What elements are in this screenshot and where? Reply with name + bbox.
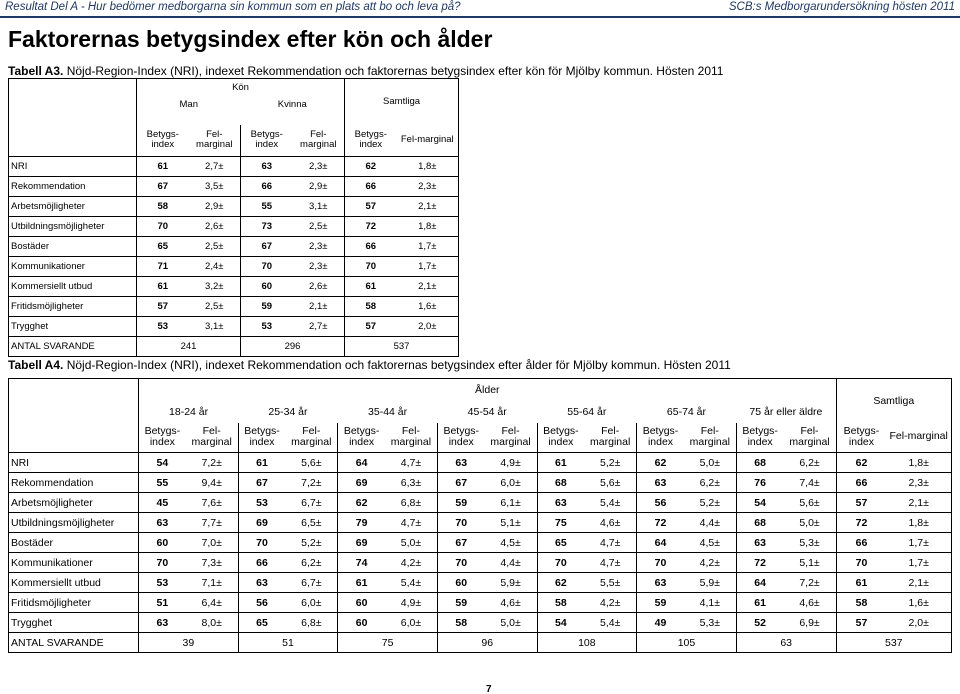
margin-value: 5,0± — [684, 453, 736, 473]
margin-value: 6,1± — [485, 493, 537, 513]
index-value: 57 — [836, 493, 886, 513]
index-value: 70 — [637, 553, 684, 573]
index-value: 53 — [139, 573, 186, 593]
index-value: 69 — [338, 473, 385, 493]
index-value: 72 — [345, 217, 397, 237]
index-value: 72 — [637, 513, 684, 533]
margin-value: 5,2± — [684, 493, 736, 513]
index-value: 68 — [736, 453, 783, 473]
margin-value: 1,7± — [886, 553, 951, 573]
index-value: 56 — [637, 493, 684, 513]
margin-value: 5,6± — [783, 493, 836, 513]
index-value: 54 — [736, 493, 783, 513]
index-value: 56 — [238, 593, 285, 613]
row-label: Bostäder — [9, 533, 139, 553]
index-value: 58 — [836, 593, 886, 613]
running-header — [0, 0, 960, 16]
margin-column-header: Fel-marginal — [300, 128, 337, 151]
table-a4-caption-text: Nöjd-Region-Index (NRI), indexet Rekommendation och faktorernas betygsindex efter ålder för Mjölby kommun. Hösten 2011 — [63, 358, 731, 372]
index-column-header: Betygs-index — [537, 423, 584, 453]
margin-value: 4,1± — [684, 593, 736, 613]
index-value: 65 — [238, 613, 285, 633]
row-label: Utbildningsmöjligheter — [9, 217, 137, 237]
margin-value: 5,6± — [285, 453, 337, 473]
table-row — [9, 493, 952, 513]
margin-value: 7,6± — [186, 493, 238, 513]
margin-value: 5,0± — [783, 513, 836, 533]
table-row — [9, 217, 459, 237]
index-value: 61 — [338, 573, 385, 593]
index-value: 59 — [437, 493, 484, 513]
table-a4-label: Tabell A4. — [8, 358, 64, 372]
margin-value: 5,5± — [584, 573, 636, 593]
page-title: Faktorernas betygsindex efter kön och ålder — [8, 26, 493, 52]
margin-value: 2,3± — [886, 473, 951, 493]
margin-value: 6,7± — [285, 573, 337, 593]
respondent-count: 108 — [537, 633, 637, 653]
index-value: 68 — [736, 513, 783, 533]
margin-value: 9,4± — [186, 473, 238, 493]
table-a3-caption-text: Nöjd-Region-Index (NRI), indexet Rekommendation och faktorernas betygsindex efter kön för Mjölby kommun. Hösten 2011 — [63, 64, 724, 78]
row-label: Kommersiellt utbud — [9, 277, 137, 297]
margin-value: 4,6± — [584, 513, 636, 533]
index-value: 60 — [338, 593, 385, 613]
row-label: Arbetsmöjligheter — [9, 197, 137, 217]
index-value: 61 — [345, 277, 397, 297]
index-value: 60 — [437, 573, 484, 593]
respondent-count: 96 — [437, 633, 537, 653]
age-group-header: 65-74 år — [666, 405, 707, 418]
index-value: 70 — [345, 257, 397, 277]
index-value: 67 — [137, 177, 189, 197]
index-value: 70 — [836, 553, 886, 573]
index-value: 70 — [241, 257, 293, 277]
index-value: 58 — [537, 593, 584, 613]
margin-value: 2,5± — [189, 237, 241, 257]
a3-subgroup-header: Man — [137, 97, 241, 113]
margin-value: 6,0± — [285, 593, 337, 613]
margin-value: 7,2± — [285, 473, 337, 493]
respondent-count: 105 — [637, 633, 737, 653]
table-row — [9, 513, 952, 533]
margin-value: 6,5± — [285, 513, 337, 533]
margin-column-header: Fel-marginal — [886, 423, 951, 453]
header-left: Resultat Del A - Hur bedömer medborgarna sin kommun som en plats att bo och leva på? — [5, 1, 461, 13]
margin-column-header: Fel-marginal — [191, 424, 232, 449]
respondent-count: 75 — [338, 633, 438, 653]
index-value: 57 — [345, 317, 397, 337]
margin-value: 2,1± — [293, 297, 345, 317]
index-value: 63 — [736, 533, 783, 553]
index-value: 60 — [338, 613, 385, 633]
index-value: 53 — [238, 493, 285, 513]
index-value: 63 — [637, 473, 684, 493]
index-value: 63 — [537, 493, 584, 513]
row-label: Kommunikationer — [9, 553, 139, 573]
index-value: 58 — [345, 297, 397, 317]
index-column-header: Betygs-index — [137, 125, 189, 157]
margin-value: 4,5± — [684, 533, 736, 553]
index-value: 66 — [238, 553, 285, 573]
table-row — [9, 197, 459, 217]
table-row — [9, 453, 952, 473]
margin-value: 6,8± — [285, 613, 337, 633]
index-value: 67 — [241, 237, 293, 257]
index-value: 58 — [437, 613, 484, 633]
margin-value: 6,4± — [186, 593, 238, 613]
margin-value: 2,1± — [886, 573, 951, 593]
index-value: 76 — [736, 473, 783, 493]
index-value: 63 — [241, 157, 293, 177]
respondent-count: 51 — [238, 633, 338, 653]
index-column-header: Betygs-index — [836, 423, 886, 453]
a3-group-header: Kön — [137, 79, 345, 97]
page-number: 7 — [486, 684, 492, 694]
margin-value: 6,0± — [485, 473, 537, 493]
a4-total-header: Samtliga — [836, 379, 951, 423]
index-value: 79 — [338, 513, 385, 533]
index-column-header: Betygs-index — [238, 423, 285, 453]
index-value: 62 — [345, 157, 397, 177]
margin-value: 2,7± — [293, 317, 345, 337]
index-value: 66 — [241, 177, 293, 197]
margin-value: 7,7± — [186, 513, 238, 533]
margin-column-header: Fel-marginal — [789, 424, 830, 449]
index-value: 45 — [139, 493, 186, 513]
index-value: 55 — [139, 473, 186, 493]
index-column-header: Betygs-index — [241, 125, 293, 157]
margin-value: 6,0± — [385, 613, 437, 633]
index-value: 75 — [537, 513, 584, 533]
row-label: Utbildningsmöjligheter — [9, 513, 139, 533]
age-group-header: 45-54 år — [467, 405, 507, 418]
index-value: 62 — [637, 453, 684, 473]
count-label: ANTAL SVARANDE — [9, 633, 139, 653]
index-column-header: Betygs-index — [637, 423, 684, 453]
index-value: 70 — [537, 553, 584, 573]
row-label: Fritidsmöjligheter — [9, 297, 137, 317]
row-label: Trygghet — [9, 317, 137, 337]
margin-value: 5,0± — [485, 613, 537, 633]
margin-column-header: Fel-marginal — [590, 424, 631, 449]
header-rule — [0, 16, 960, 18]
margin-value: 6,3± — [385, 473, 437, 493]
a4-group-header: Ålder — [139, 379, 837, 401]
table-row — [9, 573, 952, 593]
table-a3-caption — [8, 64, 723, 78]
row-label: Trygghet — [9, 613, 139, 633]
index-value: 58 — [137, 197, 189, 217]
margin-value: 4,7± — [385, 453, 437, 473]
index-value: 64 — [637, 533, 684, 553]
count-row — [9, 337, 459, 357]
index-value: 66 — [836, 533, 886, 553]
margin-value: 2,3± — [397, 177, 459, 197]
margin-value: 4,7± — [584, 533, 636, 553]
table-row — [9, 533, 952, 553]
margin-value: 2,1± — [397, 277, 459, 297]
respondent-count: 537 — [836, 633, 951, 653]
index-value: 70 — [437, 553, 484, 573]
index-value: 61 — [736, 593, 783, 613]
table-row — [9, 473, 952, 493]
margin-value: 7,3± — [186, 553, 238, 573]
index-value: 59 — [437, 593, 484, 613]
index-column-header: Betygs-index — [437, 423, 484, 453]
index-column-header: Betygs-index — [345, 125, 397, 157]
index-column-header: Betygs-index — [736, 423, 783, 453]
index-value: 49 — [637, 613, 684, 633]
margin-value: 4,9± — [485, 453, 537, 473]
margin-column-header: Fel-marginal — [397, 125, 459, 157]
index-value: 72 — [836, 513, 886, 533]
margin-value: 8,0± — [186, 613, 238, 633]
index-value: 57 — [836, 613, 886, 633]
index-value: 61 — [137, 277, 189, 297]
table-row — [9, 177, 459, 197]
margin-value: 2,5± — [189, 297, 241, 317]
row-label: Kommersiellt utbud — [9, 573, 139, 593]
table-row — [9, 257, 459, 277]
header-right: SCB:s Medborgarundersökning hösten 2011 — [728, 1, 955, 13]
margin-value: 1,8± — [397, 157, 459, 177]
index-value: 63 — [437, 453, 484, 473]
margin-value: 2,3± — [293, 237, 345, 257]
index-value: 61 — [836, 573, 886, 593]
margin-value: 2,0± — [397, 317, 459, 337]
index-value: 73 — [241, 217, 293, 237]
margin-column-header: Fel-marginal — [196, 128, 233, 151]
respondent-count: 537 — [345, 337, 459, 357]
row-label: NRI — [9, 453, 139, 473]
margin-value: 5,4± — [584, 493, 636, 513]
index-value: 64 — [338, 453, 385, 473]
margin-value: 1,7± — [397, 237, 459, 257]
index-value: 60 — [241, 277, 293, 297]
margin-value: 4,2± — [584, 593, 636, 613]
index-value: 61 — [137, 157, 189, 177]
index-value: 57 — [345, 197, 397, 217]
index-value: 62 — [836, 453, 886, 473]
index-value: 51 — [139, 593, 186, 613]
margin-value: 7,0± — [186, 533, 238, 553]
margin-value: 4,9± — [385, 593, 437, 613]
index-value: 63 — [238, 573, 285, 593]
index-value: 72 — [736, 553, 783, 573]
index-value: 63 — [637, 573, 684, 593]
margin-value: 5,4± — [584, 613, 636, 633]
row-label: Bostäder — [9, 237, 137, 257]
margin-value: 4,6± — [485, 593, 537, 613]
margin-value: 4,5± — [485, 533, 537, 553]
index-value: 71 — [137, 257, 189, 277]
index-value: 74 — [338, 553, 385, 573]
margin-value: 1,7± — [886, 533, 951, 553]
respondent-count: 241 — [137, 337, 241, 357]
margin-value: 7,4± — [783, 473, 836, 493]
margin-value: 1,7± — [397, 257, 459, 277]
margin-value: 7,2± — [186, 453, 238, 473]
row-label: Kommunikationer — [9, 257, 137, 277]
respondent-count: 63 — [736, 633, 836, 653]
row-label: NRI — [9, 157, 137, 177]
margin-value: 5,2± — [584, 453, 636, 473]
margin-value: 5,1± — [783, 553, 836, 573]
count-label: ANTAL SVARANDE — [9, 337, 137, 357]
table-row — [9, 593, 952, 613]
margin-value: 3,1± — [293, 197, 345, 217]
index-value: 66 — [836, 473, 886, 493]
margin-value: 5,3± — [783, 533, 836, 553]
index-value: 63 — [139, 613, 186, 633]
margin-value: 7,2± — [783, 573, 836, 593]
margin-value: 6,9± — [783, 613, 836, 633]
count-row — [9, 633, 952, 653]
index-value: 69 — [238, 513, 285, 533]
index-value: 70 — [139, 553, 186, 573]
index-value: 54 — [537, 613, 584, 633]
margin-value: 2,1± — [886, 493, 951, 513]
index-value: 67 — [437, 473, 484, 493]
index-value: 62 — [537, 573, 584, 593]
index-column-header: Betygs-index — [139, 423, 186, 453]
index-value: 67 — [238, 473, 285, 493]
index-value: 54 — [139, 453, 186, 473]
index-value: 65 — [137, 237, 189, 257]
table-row — [9, 317, 459, 337]
index-value: 69 — [338, 533, 385, 553]
a3-total-header: Samtliga — [345, 79, 459, 125]
margin-value: 6,2± — [783, 453, 836, 473]
index-value: 68 — [537, 473, 584, 493]
index-value: 53 — [137, 317, 189, 337]
table-row — [9, 157, 459, 177]
index-value: 63 — [139, 513, 186, 533]
table-a3 — [8, 78, 459, 357]
index-value: 70 — [437, 513, 484, 533]
margin-value: 5,4± — [385, 573, 437, 593]
margin-value: 1,8± — [886, 513, 951, 533]
a3-subgroup-header: Kvinna — [277, 99, 307, 110]
respondent-count: 39 — [139, 633, 239, 653]
margin-value: 6,2± — [285, 553, 337, 573]
index-value: 60 — [139, 533, 186, 553]
margin-value: 2,1± — [397, 197, 459, 217]
margin-value: 2,4± — [189, 257, 241, 277]
index-value: 55 — [241, 197, 293, 217]
margin-value: 2,5± — [293, 217, 345, 237]
table-row — [9, 237, 459, 257]
margin-value: 4,4± — [684, 513, 736, 533]
margin-value: 2,3± — [293, 157, 345, 177]
margin-value: 5,0± — [385, 533, 437, 553]
index-value: 64 — [736, 573, 783, 593]
index-value: 59 — [241, 297, 293, 317]
margin-value: 2,9± — [189, 197, 241, 217]
margin-value: 1,8± — [886, 453, 951, 473]
margin-value: 4,4± — [485, 553, 537, 573]
table-row — [9, 553, 952, 573]
margin-value: 6,8± — [385, 493, 437, 513]
margin-value: 1,8± — [397, 217, 459, 237]
margin-value: 2,3± — [293, 257, 345, 277]
margin-value: 3,1± — [189, 317, 241, 337]
margin-column-header: Fel-marginal — [490, 424, 531, 449]
table-row — [9, 277, 459, 297]
margin-value: 4,7± — [584, 553, 636, 573]
margin-value: 5,6± — [584, 473, 636, 493]
age-group-header: 55-64 år — [567, 405, 607, 418]
margin-value: 5,1± — [485, 513, 537, 533]
margin-value: 4,6± — [783, 593, 836, 613]
margin-value: 2,9± — [293, 177, 345, 197]
row-label: Fritidsmöjligheter — [9, 593, 139, 613]
index-value: 65 — [537, 533, 584, 553]
respondent-count: 296 — [241, 337, 345, 357]
margin-value: 5,3± — [684, 613, 736, 633]
margin-value: 5,9± — [684, 573, 736, 593]
margin-value: 7,1± — [186, 573, 238, 593]
table-row — [9, 613, 952, 633]
margin-value: 6,7± — [285, 493, 337, 513]
margin-value: 1,6± — [886, 593, 951, 613]
margin-column-header: Fel-marginal — [689, 424, 730, 449]
margin-column-header: Fel-marginal — [291, 424, 332, 449]
margin-value: 5,9± — [485, 573, 537, 593]
index-value: 59 — [637, 593, 684, 613]
age-group-header: 75 år eller äldre — [749, 405, 823, 418]
table-row — [9, 297, 459, 317]
margin-value: 3,2± — [189, 277, 241, 297]
margin-value: 5,2± — [285, 533, 337, 553]
margin-value: 4,2± — [385, 553, 437, 573]
margin-value: 2,0± — [886, 613, 951, 633]
row-label: Rekommendation — [9, 177, 137, 197]
margin-value: 6,2± — [684, 473, 736, 493]
table-a3-label: Tabell A3. — [8, 64, 64, 78]
table-a4 — [8, 378, 952, 653]
margin-column-header: Fel-marginal — [390, 424, 432, 449]
age-group-header: 35-44 år — [368, 405, 408, 418]
margin-value: 4,7± — [385, 513, 437, 533]
index-value: 53 — [241, 317, 293, 337]
margin-value: 3,5± — [189, 177, 241, 197]
row-label: Arbetsmöjligheter — [9, 493, 139, 513]
table-a4-caption — [8, 358, 731, 372]
index-value: 52 — [736, 613, 783, 633]
index-value: 57 — [137, 297, 189, 317]
row-label: Rekommendation — [9, 473, 139, 493]
margin-value: 4,2± — [684, 553, 736, 573]
index-column-header: Betygs-index — [338, 423, 385, 453]
index-value: 66 — [345, 177, 397, 197]
index-value: 70 — [238, 533, 285, 553]
margin-value: 1,6± — [397, 297, 459, 317]
margin-value: 2,6± — [189, 217, 241, 237]
index-value: 66 — [345, 237, 397, 257]
index-value: 61 — [537, 453, 584, 473]
index-value: 61 — [238, 453, 285, 473]
index-value: 62 — [338, 493, 385, 513]
index-value: 67 — [437, 533, 484, 553]
margin-value: 2,7± — [189, 157, 241, 177]
index-value: 70 — [137, 217, 189, 237]
margin-value: 2,6± — [293, 277, 345, 297]
age-group-header: 18-24 år — [139, 401, 239, 423]
age-group-header: 25-34 år — [268, 405, 308, 418]
